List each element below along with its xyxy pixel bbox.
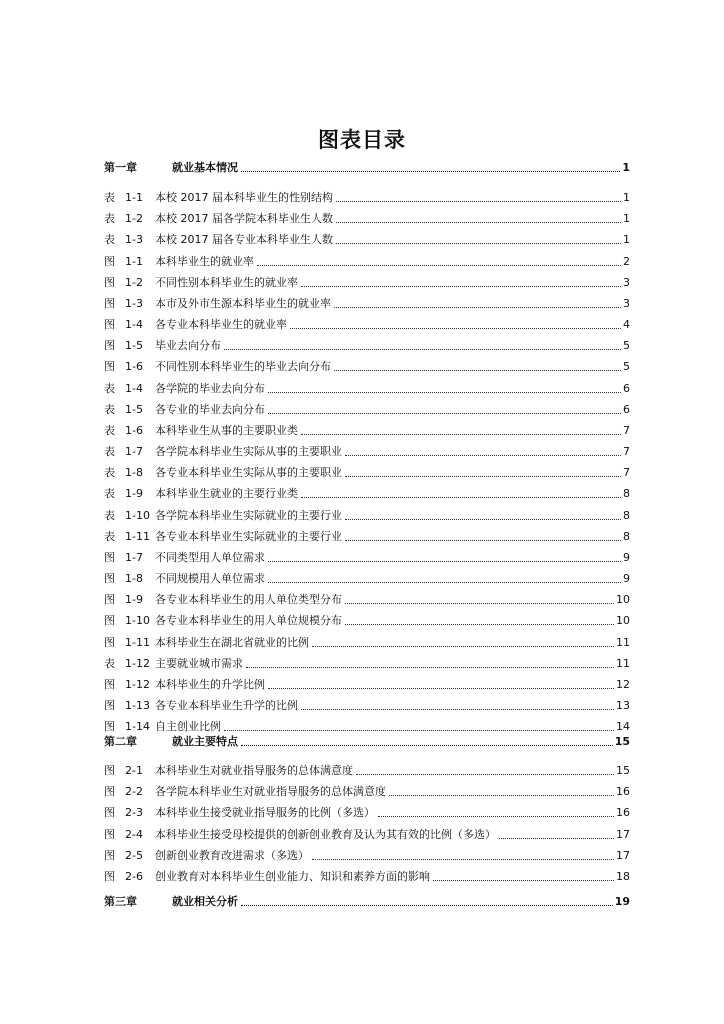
toc-entry-code: 1-11 (125, 636, 150, 649)
toc-leader (334, 370, 621, 371)
toc-label (104, 276, 298, 290)
toc-leader (356, 774, 614, 775)
toc-entry-text: 本校 2017 届各学院本科毕业生人数 (155, 212, 333, 225)
toc-entry-code: 1-10 (125, 509, 150, 522)
toc-entry[interactable] (104, 231, 630, 247)
toc-label (104, 572, 265, 586)
toc-leader (336, 201, 621, 202)
toc-entry-kind: 图 (104, 614, 115, 627)
toc-entry-kind: 表 (104, 212, 115, 225)
toc-entry-text: 本校 2017 届本科毕业生的性别结构 (155, 191, 333, 204)
toc-entry-code: 2-1 (125, 764, 143, 777)
toc-leader (499, 838, 614, 839)
toc-label (104, 551, 265, 565)
toc-page-number: 15 (614, 735, 630, 748)
toc-chapter-number: 第二章 (104, 735, 137, 748)
toc-label (104, 720, 221, 734)
toc-label (104, 678, 265, 692)
toc-chapter-number: 第一章 (104, 161, 137, 174)
toc-entry[interactable] (104, 868, 630, 884)
toc-entry-kind: 图 (104, 297, 115, 310)
toc-entry[interactable] (104, 591, 630, 607)
toc-entry-code: 1-4 (125, 318, 143, 331)
toc-leader (246, 667, 614, 668)
toc-entry-kind: 图 (104, 318, 115, 331)
toc-page-number: 7 (623, 466, 630, 479)
toc-entry[interactable] (104, 253, 630, 269)
toc-entry-text: 各专业本科毕业生的就业率 (155, 318, 287, 331)
toc-entry-text: 主要就业城市需求 (155, 657, 243, 670)
toc-label (104, 466, 342, 480)
toc-page-number: 6 (623, 382, 630, 395)
toc-page-number: 10 (616, 593, 630, 606)
toc-page-number: 5 (623, 360, 630, 373)
toc-entry-kind: 图 (104, 828, 115, 841)
toc-entry[interactable] (104, 634, 630, 650)
toc-leader (241, 745, 613, 746)
toc-leader (268, 413, 621, 414)
toc-page-number: 16 (616, 806, 630, 819)
toc-label (104, 735, 238, 749)
toc-leader (345, 476, 621, 477)
toc-leader (301, 434, 621, 435)
toc-entry[interactable] (104, 401, 630, 417)
toc-label (104, 849, 309, 863)
toc-page-number: 4 (623, 318, 630, 331)
toc-entry-kind: 表 (104, 233, 115, 246)
toc-page-number: 1 (623, 233, 630, 246)
toc-page-number: 7 (623, 445, 630, 458)
toc-leader (241, 905, 613, 906)
toc-entry[interactable] (104, 718, 630, 734)
toc-leader (268, 392, 621, 393)
toc-page-number: 18 (616, 870, 630, 883)
toc-entry-code: 1-6 (125, 424, 143, 437)
toc-chapter-title: 就业基本情况 (172, 161, 238, 174)
toc-entry-code: 1-9 (125, 487, 143, 500)
toc-entry-kind: 图 (104, 276, 115, 289)
toc-entry-kind: 表 (104, 424, 115, 437)
toc-entry[interactable] (104, 528, 630, 544)
toc-entry[interactable] (104, 274, 630, 290)
toc-entry-code: 1-3 (125, 233, 143, 246)
toc-entry[interactable] (104, 804, 630, 820)
toc-label (104, 870, 430, 884)
toc-label (104, 699, 298, 713)
toc-entry-code: 1-8 (125, 466, 143, 479)
toc-chapter-number: 第三章 (104, 895, 137, 908)
toc-entry[interactable] (104, 358, 630, 374)
toc-entry-text: 各学院本科毕业生实际从事的主要职业 (155, 445, 342, 458)
toc-label (104, 382, 265, 396)
toc-label (104, 828, 496, 842)
toc-entry-kind: 表 (104, 657, 115, 670)
toc-entry-text: 各专业本科毕业生的用人单位类型分布 (155, 593, 342, 606)
toc-page-number: 16 (616, 785, 630, 798)
toc-entry[interactable] (104, 697, 630, 713)
toc-leader (268, 582, 621, 583)
toc-entry-code: 1-13 (125, 699, 150, 712)
toc-entry-kind: 图 (104, 699, 115, 712)
toc-label (104, 403, 265, 417)
page-title: 图表目录 (318, 128, 406, 152)
toc-entry-kind: 图 (104, 785, 115, 798)
toc-chapter[interactable] (104, 159, 630, 175)
toc-leader (301, 286, 621, 287)
toc-entry-text: 各学院本科毕业生实际就业的主要行业 (155, 509, 342, 522)
toc-page-number: 13 (616, 699, 630, 712)
toc-entry-text: 各专业本科毕业生升学的比例 (155, 699, 298, 712)
toc-label (104, 161, 238, 175)
toc-entry-code: 2-6 (125, 870, 143, 883)
toc-entry[interactable] (104, 612, 630, 628)
toc-entry[interactable] (104, 762, 630, 778)
toc-label (104, 360, 331, 374)
toc-label (104, 212, 333, 226)
toc-entry-code: 2-4 (125, 828, 143, 841)
toc-entry-kind: 图 (104, 593, 115, 606)
toc-entry-kind: 表 (104, 530, 115, 543)
toc-entry-kind: 图 (104, 572, 115, 585)
toc-label (104, 318, 287, 332)
toc-page-number: 5 (623, 339, 630, 352)
toc-label (104, 764, 353, 778)
toc-entry[interactable] (104, 422, 630, 438)
toc-entry-text: 各专业的毕业去向分布 (155, 403, 265, 416)
toc-entry-code: 1-4 (125, 382, 143, 395)
toc-label (104, 424, 298, 438)
toc-entry-kind: 表 (104, 382, 115, 395)
toc-leader (334, 307, 621, 308)
toc-entry-kind: 图 (104, 339, 115, 352)
toc-entry[interactable] (104, 189, 630, 205)
toc-entry-kind: 表 (104, 191, 115, 204)
toc-page-number: 9 (623, 551, 630, 564)
toc-entry[interactable] (104, 847, 630, 863)
toc-leader (224, 730, 614, 731)
toc-entry-text: 各专业本科毕业生实际就业的主要行业 (155, 530, 342, 543)
toc-entry-text: 本科毕业生从事的主要职业类 (155, 424, 298, 437)
toc-entry-text: 本校 2017 届各专业本科毕业生人数 (155, 233, 333, 246)
toc-page-number: 8 (623, 509, 630, 522)
toc-chapter-title: 就业主要特点 (172, 735, 238, 748)
toc-page-number: 3 (623, 297, 630, 310)
toc-leader (336, 243, 621, 244)
toc-entry-text: 不同类型用人单位需求 (155, 551, 265, 564)
toc-entry[interactable] (104, 549, 630, 565)
toc-label (104, 895, 238, 909)
toc-entry-code: 1-2 (125, 212, 143, 225)
toc-leader (312, 646, 614, 647)
toc-entry-text: 自主创业比例 (155, 720, 221, 733)
toc-entry-code: 1-6 (125, 360, 143, 373)
toc-entry-code: 1-11 (125, 530, 150, 543)
toc-page-number: 8 (623, 487, 630, 500)
toc-entry-code: 1-9 (125, 593, 143, 606)
toc-entry[interactable] (104, 655, 630, 671)
toc-label (104, 530, 342, 544)
toc-page-number: 11 (616, 657, 630, 670)
toc-leader (301, 497, 621, 498)
toc-leader (389, 795, 614, 796)
toc-entry-code: 1-5 (125, 403, 143, 416)
toc-entry-code: 1-3 (125, 297, 143, 310)
toc-entry-text: 不同性别本科毕业生的毕业去向分布 (155, 360, 331, 373)
toc-page-number: 19 (614, 895, 630, 908)
toc-entry-code: 2-5 (125, 849, 143, 862)
toc-leader (345, 540, 621, 541)
toc-label (104, 339, 221, 353)
toc-entry-code: 1-2 (125, 276, 143, 289)
toc-entry[interactable] (104, 337, 630, 353)
toc-entry-kind: 图 (104, 678, 115, 691)
toc-entry-code: 1-10 (125, 614, 150, 627)
toc-entry-kind: 图 (104, 849, 115, 862)
toc-entry[interactable] (104, 295, 630, 311)
toc-entry[interactable] (104, 676, 630, 692)
toc-leader (345, 519, 621, 520)
toc-entry-kind: 表 (104, 445, 115, 458)
toc-leader (241, 171, 620, 172)
toc-leader (336, 222, 621, 223)
toc-chapter[interactable] (104, 733, 630, 749)
toc-entry-code: 1-7 (125, 551, 143, 564)
toc-leader (378, 816, 614, 817)
toc-label (104, 255, 254, 269)
toc-entry-kind: 表 (104, 403, 115, 416)
toc-page-number: 17 (616, 849, 630, 862)
toc-entry-text: 毕业去向分布 (155, 339, 221, 352)
toc-entry[interactable] (104, 210, 630, 226)
toc-entry-code: 1-14 (125, 720, 150, 733)
toc-label (104, 297, 331, 311)
toc-entry-code: 2-3 (125, 806, 143, 819)
toc-page-number: 11 (616, 636, 630, 649)
toc-label (104, 191, 333, 205)
toc-leader (345, 624, 614, 625)
toc-entry-text: 各专业本科毕业生实际从事的主要职业 (155, 466, 342, 479)
toc-entry-kind: 图 (104, 360, 115, 373)
toc-entry-kind: 图 (104, 806, 115, 819)
toc-entry-text: 不同性别本科毕业生的就业率 (155, 276, 298, 289)
toc-label (104, 233, 333, 247)
toc-chapter[interactable] (104, 893, 630, 909)
toc-entry-text: 本科毕业生接受就业指导服务的比例（多选） (155, 806, 375, 819)
toc-entry-kind: 表 (104, 466, 115, 479)
toc-entry-code: 1-7 (125, 445, 143, 458)
toc-entry[interactable] (104, 826, 630, 842)
toc-chapter-title: 就业相关分析 (172, 895, 238, 908)
toc-label (104, 487, 298, 501)
toc-label (104, 593, 342, 607)
toc-entry-text: 本市及外市生源本科毕业生的就业率 (155, 297, 331, 310)
toc-page-number: 10 (616, 614, 630, 627)
toc-entry-code: 1-5 (125, 339, 143, 352)
toc-leader (257, 265, 621, 266)
toc-page-number: 2 (623, 255, 630, 268)
toc-entry[interactable] (104, 443, 630, 459)
toc-entry[interactable] (104, 464, 630, 480)
toc-entry-kind: 图 (104, 870, 115, 883)
toc-page-number: 14 (616, 720, 630, 733)
toc-entry-code: 2-2 (125, 785, 143, 798)
toc-entry-text: 创业教育对本科毕业生创业能力、知识和素养方面的影响 (155, 870, 430, 883)
toc-label (104, 785, 386, 799)
toc-page-number: 1 (623, 191, 630, 204)
toc-entry-text: 本科毕业生就业的主要行业类 (155, 487, 298, 500)
toc-entry-text: 各学院的毕业去向分布 (155, 382, 265, 395)
toc-entry-kind: 图 (104, 255, 115, 268)
toc-entry-text: 不同规模用人单位需求 (155, 572, 265, 585)
toc-leader (301, 709, 614, 710)
toc-page-number: 17 (616, 828, 630, 841)
toc-label (104, 614, 342, 628)
toc-label (104, 509, 342, 523)
toc-leader (290, 328, 621, 329)
toc-page-number: 8 (623, 530, 630, 543)
toc-leader (345, 603, 614, 604)
toc-leader (224, 349, 621, 350)
toc-entry-text: 本科毕业生的就业率 (155, 255, 254, 268)
toc-page-number: 6 (623, 403, 630, 416)
toc-entry-text: 各专业本科毕业生的用人单位规模分布 (155, 614, 342, 627)
toc-leader (345, 455, 621, 456)
toc-entry[interactable] (104, 507, 630, 523)
toc-entry-text: 各学院本科毕业生对就业指导服务的总体满意度 (155, 785, 386, 798)
toc-entry-kind: 表 (104, 509, 115, 522)
toc-page-number: 15 (616, 764, 630, 777)
toc-entry[interactable] (104, 380, 630, 396)
toc-entry-kind: 图 (104, 636, 115, 649)
toc-entry-code: 1-12 (125, 657, 150, 670)
toc-entry-text: 本科毕业生的升学比例 (155, 678, 265, 691)
toc-entry-text: 本科毕业生接受母校提供的创新创业教育及认为其有效的比例（多选） (155, 828, 496, 841)
toc-entry[interactable] (104, 570, 630, 586)
toc-entry[interactable] (104, 485, 630, 501)
toc-label (104, 636, 309, 650)
toc-label (104, 657, 243, 671)
toc-entry-kind: 图 (104, 551, 115, 564)
toc-leader (312, 859, 614, 860)
toc-entry-code: 1-12 (125, 678, 150, 691)
toc-entry-code: 1-1 (125, 191, 143, 204)
toc-page-number: 12 (616, 678, 630, 691)
toc-page-number: 9 (623, 572, 630, 585)
toc-entry-kind: 图 (104, 720, 115, 733)
toc-entry[interactable] (104, 316, 630, 332)
toc-label (104, 806, 375, 820)
toc-page-number: 1 (623, 212, 630, 225)
toc-entry-kind: 图 (104, 764, 115, 777)
toc-page-number: 1 (622, 161, 630, 174)
toc-entry-text: 本科毕业生在湖北省就业的比例 (155, 636, 309, 649)
toc-page-number: 7 (623, 424, 630, 437)
toc-entry-code: 1-1 (125, 255, 143, 268)
toc-entry[interactable] (104, 783, 630, 799)
toc-page-number: 3 (623, 276, 630, 289)
toc-label (104, 445, 342, 459)
toc-entry-kind: 表 (104, 487, 115, 500)
toc-leader (433, 880, 614, 881)
toc-entry-code: 1-8 (125, 572, 143, 585)
toc-leader (268, 561, 621, 562)
toc-leader (268, 688, 614, 689)
toc-entry-text: 本科毕业生对就业指导服务的总体满意度 (155, 764, 353, 777)
toc-entry-text: 创新创业教育改进需求（多选） (155, 849, 309, 862)
